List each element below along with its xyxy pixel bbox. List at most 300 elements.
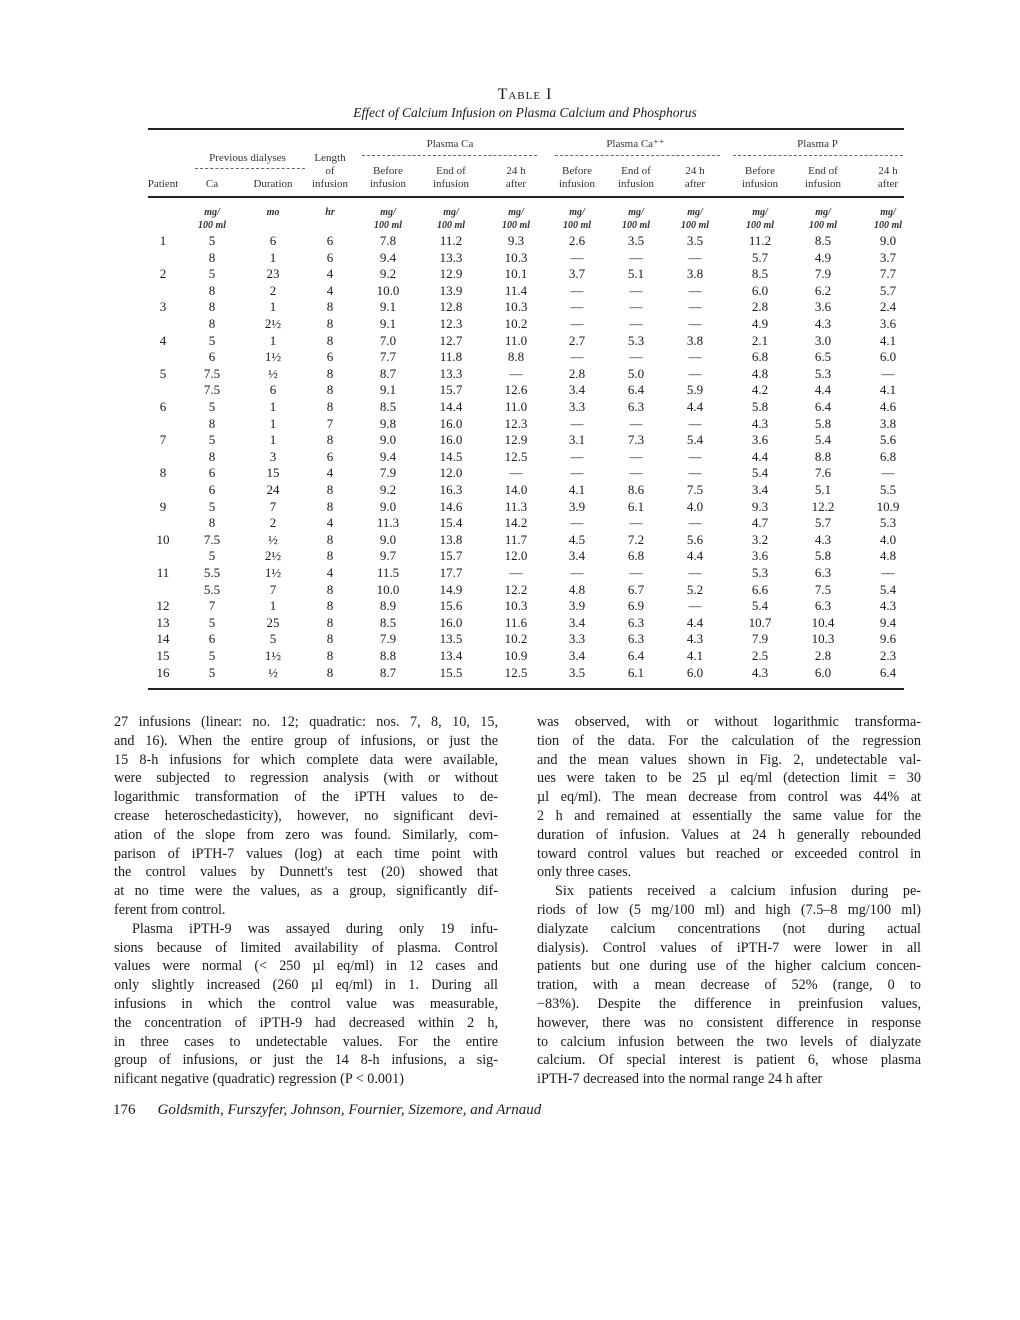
table-cell: 4.5 xyxy=(568,531,586,547)
group-header-plasma-ca: Plasma Ca xyxy=(426,138,474,150)
table-cell: 12.2 xyxy=(504,581,528,597)
paragraph xyxy=(114,920,498,1089)
table-cell: 7 xyxy=(326,415,334,431)
table-cell: 3.4 xyxy=(568,614,586,630)
table-cell: 3.9 xyxy=(568,498,586,514)
table-cell: — xyxy=(688,448,702,464)
table-cell: 4.9 xyxy=(814,249,832,265)
table-cell: 17.7 xyxy=(439,565,463,580)
table-cell: 10.4 xyxy=(811,614,835,630)
table-cell: 9.8 xyxy=(379,415,397,431)
table-cell: 1 xyxy=(269,598,277,614)
table-cell: 9.1 xyxy=(379,316,397,331)
table-cell: 6 xyxy=(326,448,334,464)
text-line: 27 infusions (linear: no. 12; quadratic: nos. 7, 8, 10, 15, xyxy=(114,714,498,730)
table-cell: 6 xyxy=(208,631,216,647)
table-cell: 3.4 xyxy=(568,648,586,663)
table-cell: 6.4 xyxy=(814,399,832,414)
table-cell: 6.3 xyxy=(627,399,645,414)
table-cell: 6.4 xyxy=(627,382,645,398)
table-cell: 11.3 xyxy=(504,498,528,514)
table-cell: 11.0 xyxy=(504,399,528,414)
table-cell: 9.1 xyxy=(379,299,397,315)
table-bottom-rule xyxy=(148,688,904,690)
table-cell: 4 xyxy=(159,332,167,348)
text-line: the control values by Dunnett's test (20) showed that xyxy=(114,864,498,881)
table-cell: 7.3 xyxy=(627,432,645,448)
table-cell: 6.2 xyxy=(814,282,832,298)
table-cell: 3.8 xyxy=(686,266,704,282)
table-cell: 14.2 xyxy=(504,515,528,531)
table-cell: 4 xyxy=(326,465,334,481)
unit-label: mg/ 100 ml xyxy=(373,207,403,231)
table-cell: — xyxy=(509,565,523,580)
text-line: dialyzate calcium concentrations (not during actual xyxy=(537,920,921,937)
table-cell: 10.9 xyxy=(504,648,528,663)
column-header: Before infusion xyxy=(369,165,407,190)
table-cell: — xyxy=(629,515,643,531)
table-cell: 16.3 xyxy=(439,482,463,497)
table-cell: 3.8 xyxy=(879,415,897,431)
table-cell: 9.4 xyxy=(379,249,397,265)
table-cell: 1½ xyxy=(264,565,282,580)
table-cell: 8.8 xyxy=(379,648,397,663)
table-cell: 6.3 xyxy=(814,565,832,580)
table-cell: 8 xyxy=(326,664,334,680)
table-cell: 4.3 xyxy=(751,664,769,680)
table-cell: 10.1 xyxy=(504,266,528,282)
text-line: at no time were the values, as a group, significantly dif- xyxy=(114,883,498,900)
table-cell: 2.6 xyxy=(568,233,586,248)
table-cell: 8 xyxy=(326,631,334,647)
unit-label: mg/ 100 ml xyxy=(436,207,466,231)
text-line: were subjected to regression analysis (with or without xyxy=(114,770,498,787)
table-cell: — xyxy=(688,282,702,298)
unit-label: mg/ 100 ml xyxy=(745,207,775,231)
table-cell: 11.3 xyxy=(376,515,400,531)
table-cell: 8 xyxy=(208,282,216,298)
table-cell: 5.0 xyxy=(627,365,645,381)
table-cell: 8 xyxy=(208,515,216,531)
table-cell: 8 xyxy=(326,531,334,547)
table-cell: 12.6 xyxy=(504,382,528,398)
table-cell: 6 xyxy=(208,465,216,481)
table-cell: 4 xyxy=(326,515,334,531)
table-cell: 3.6 xyxy=(814,299,832,315)
table-cell: 7.5 xyxy=(203,531,221,547)
table-cell: 15.5 xyxy=(439,664,463,680)
table-cell: 10.0 xyxy=(376,581,400,597)
text-line: parison of iPTH-7 values (log) at each time point with xyxy=(114,845,498,862)
group-rule xyxy=(733,155,903,156)
table-cell: 9.0 xyxy=(879,233,897,248)
table-cell: — xyxy=(570,515,584,531)
table-cell: 7.2 xyxy=(627,531,645,547)
text-line: crease heteroschedasticity), however, no significant devi- xyxy=(114,807,498,824)
column-header: Before infusion xyxy=(558,165,596,190)
table-cell: — xyxy=(688,349,702,365)
table-cell: 12.0 xyxy=(504,548,528,564)
table-cell: — xyxy=(688,415,702,431)
table-cell: 4.3 xyxy=(751,415,769,431)
running-authors: Goldsmith, Furszyfer, Johnson, Fournier, Sizemore, and Arnaud xyxy=(157,1102,542,1118)
table-cell: 5.7 xyxy=(814,515,832,531)
table-cell: — xyxy=(570,316,584,331)
table-cell: 2.4 xyxy=(879,299,897,315)
table-cell: 4.4 xyxy=(686,614,704,630)
table-cell: 5 xyxy=(208,399,216,414)
group-header-plasma-p: Plasma P xyxy=(797,138,838,150)
table-cell: 8.5 xyxy=(379,399,397,414)
table-cell: 5 xyxy=(208,332,216,348)
table-cell: — xyxy=(570,282,584,298)
table-cell: 15 xyxy=(156,648,170,663)
text-line: dialysis). Control values of iPTH-7 were lower in all xyxy=(537,939,921,956)
table-cell: — xyxy=(688,515,702,531)
table-cell: 10.7 xyxy=(748,614,772,630)
table-cell: 6 xyxy=(208,349,216,365)
table-cell: 2½ xyxy=(264,548,282,564)
table-cell: 4.4 xyxy=(686,548,704,564)
table-title: Effect of Calcium Infusion on Plasma Calcium and Phosphorus xyxy=(353,105,697,120)
text-line: tion of the data. For the calculation of the regression xyxy=(537,732,921,749)
table-cell: 4.1 xyxy=(879,332,897,348)
table-cell: 10.3 xyxy=(811,631,835,647)
table-cell: 7.9 xyxy=(379,631,397,647)
table-cell: 13.3 xyxy=(439,249,463,265)
table-cell: 4.0 xyxy=(879,531,897,547)
table-cell: 12.3 xyxy=(504,415,528,431)
table-cell: — xyxy=(570,465,584,481)
table-cell: 6.3 xyxy=(814,598,832,614)
table-cell: 4 xyxy=(326,266,334,282)
table-cell: 4.2 xyxy=(751,382,769,398)
paragraph xyxy=(537,713,921,882)
text-line: however, there was no consistent difference in response xyxy=(537,1014,921,1031)
column-header: End of infusion xyxy=(432,165,470,190)
text-line: tration, with a mean decrease of 52% (range, 0 to xyxy=(537,977,921,994)
text-line: ues were taken to be 25 µl eq/ml (detection limit = 30 xyxy=(537,770,921,787)
table-cell: 25 xyxy=(266,614,280,630)
table-cell: 1 xyxy=(269,249,277,265)
table-cell: 5.1 xyxy=(814,482,832,497)
table-cell: 7.9 xyxy=(379,465,397,481)
table-cell: — xyxy=(688,465,702,481)
table-cell: 8 xyxy=(208,299,216,315)
table-cell: 5.3 xyxy=(627,332,645,348)
table-cell: 4.7 xyxy=(751,515,769,531)
table-cell: 9.1 xyxy=(379,382,397,398)
table-cell: 12.9 xyxy=(439,266,463,282)
table-cell: 3.6 xyxy=(879,316,897,331)
table-cell: 2.8 xyxy=(568,365,586,381)
table-cell: 6.4 xyxy=(879,664,897,680)
table-cell: 10.2 xyxy=(504,316,528,331)
table-cell: — xyxy=(881,465,895,481)
table-cell: — xyxy=(688,365,702,381)
table-cell: 2.7 xyxy=(568,332,586,348)
table-cell: 3.8 xyxy=(686,332,704,348)
table-label: Table I xyxy=(497,86,553,103)
table-cell: 5.3 xyxy=(879,515,897,531)
table-top-rule xyxy=(148,128,904,130)
unit-label: mg/ 100 ml xyxy=(680,207,710,231)
table-cell: 12.9 xyxy=(504,432,528,448)
table-cell: 11.2 xyxy=(748,233,772,248)
body-right-column xyxy=(537,713,921,1089)
table-cell: 10 xyxy=(156,531,170,547)
table-cell: 5.4 xyxy=(686,432,704,448)
table-cell: 5.3 xyxy=(751,565,769,580)
table-cell: 16.0 xyxy=(439,614,463,630)
table-cell: 7.7 xyxy=(879,266,897,282)
table-cell: 10.3 xyxy=(504,299,528,315)
table-cell: — xyxy=(629,448,643,464)
table-cell: 4 xyxy=(326,282,334,298)
table-cell: 4.1 xyxy=(686,648,704,663)
table-cell: 9.3 xyxy=(507,233,525,248)
table-cell: 14.0 xyxy=(504,482,528,497)
table-cell: 1½ xyxy=(264,349,282,365)
table-cell: 11.6 xyxy=(504,614,528,630)
table-cell: — xyxy=(509,365,523,381)
table-cell: — xyxy=(570,249,584,265)
table-cell: 3.4 xyxy=(568,548,586,564)
table-cell: 8 xyxy=(326,498,334,514)
unit-label: mg/ 100 ml xyxy=(562,207,592,231)
text-line: Six patients received a calcium infusion during pe- xyxy=(555,883,921,900)
group-rule xyxy=(362,155,537,156)
table-cell: 11.7 xyxy=(504,531,528,547)
table-cell: — xyxy=(629,299,643,315)
table-cell: 8 xyxy=(326,316,334,331)
group-header-plasma-ca-ion: Plasma Ca⁺⁺ xyxy=(606,138,665,150)
table-cell: 2.8 xyxy=(814,648,832,663)
table-cell: 4.4 xyxy=(751,448,769,464)
table-cell: 12.5 xyxy=(504,664,528,680)
table-cell: — xyxy=(629,465,643,481)
table-cell: 23 xyxy=(266,266,280,282)
group-rule xyxy=(195,168,305,169)
text-line: and the mean values shown in Fig. 2, undetectable val- xyxy=(537,751,921,768)
table-cell: 6.8 xyxy=(751,349,769,365)
table-cell: 1½ xyxy=(264,648,282,663)
table-cell: 5.8 xyxy=(814,415,832,431)
table-cell: 7.5 xyxy=(203,365,221,381)
table-cell: 8 xyxy=(208,448,216,464)
table-cell: 6.0 xyxy=(879,349,897,365)
table-cell: 3.0 xyxy=(814,332,832,348)
table-cell: 3.3 xyxy=(568,399,586,414)
table-cell: 4.3 xyxy=(814,531,832,547)
text-line: iPTH-7 decreased into the normal range 24 h after xyxy=(537,1071,823,1088)
group-header-previous-dialyses: Previous dialyses xyxy=(209,152,286,164)
table-cell: 4.3 xyxy=(879,598,897,614)
table-cell: 6 xyxy=(269,233,277,248)
text-line: only three cases. xyxy=(537,864,632,881)
unit-label: mg/ 100 ml xyxy=(501,207,531,231)
text-line: and 16). When the entire group of infusions, or just the xyxy=(114,732,498,749)
group-rule xyxy=(555,155,720,156)
table-cell: 4.4 xyxy=(814,382,832,398)
column-header: Length of infusion xyxy=(311,152,349,190)
table-cell: 9.0 xyxy=(379,432,397,448)
table-cell: 3.2 xyxy=(751,531,769,547)
table-cell: 5.8 xyxy=(814,548,832,564)
table-cell: 3.5 xyxy=(627,233,645,248)
text-line: calcium. Of special interest is patient 6, whose plasma xyxy=(537,1052,921,1069)
table-cell: 4.8 xyxy=(751,365,769,381)
table-cell: 5.2 xyxy=(686,581,704,597)
table-cell: 2.3 xyxy=(879,648,897,663)
table-cell: 14.4 xyxy=(439,399,463,414)
table-cell: 4.6 xyxy=(879,399,897,414)
table-cell: 8.5 xyxy=(814,233,832,248)
table-cell: ½ xyxy=(268,531,278,547)
table-cell: 16.0 xyxy=(439,415,463,431)
table-cell: 8 xyxy=(326,332,334,348)
column-header: 24 h after xyxy=(505,165,527,190)
table-cell: — xyxy=(570,299,584,315)
table-cell: 8 xyxy=(326,365,334,381)
paragraph xyxy=(114,713,498,920)
text-line: only slightly increased (260 µl eq/ml) in 1. During all xyxy=(114,977,498,994)
table-cell: 3.6 xyxy=(751,432,769,448)
table-cell: 9.0 xyxy=(379,531,397,547)
table-cell: 13.9 xyxy=(439,282,463,298)
table-cell: 2 xyxy=(269,282,277,298)
table-cell: — xyxy=(881,365,895,381)
table-cell: 7 xyxy=(269,498,277,514)
table-cell: ½ xyxy=(268,664,278,680)
table-cell: 8 xyxy=(208,316,216,331)
table-cell: 15.4 xyxy=(439,515,463,531)
table-cell: 7.8 xyxy=(379,233,397,248)
table-cell: 7.9 xyxy=(814,266,832,282)
text-line: was observed, with or without logarithmic transforma- xyxy=(537,714,921,730)
table-cell: 13.5 xyxy=(439,631,463,647)
table-cell: 9.2 xyxy=(379,482,397,497)
table-cell: 3.4 xyxy=(568,382,586,398)
table-cell: 12.3 xyxy=(439,316,463,331)
text-line: in three cases to undetectable values. For the entire xyxy=(114,1033,498,1050)
table-cell: 8 xyxy=(159,465,167,481)
table-cell: 7 xyxy=(159,432,167,448)
table-cell: 8 xyxy=(326,432,334,448)
table-cell: 2.1 xyxy=(751,332,769,348)
table-cell: — xyxy=(629,249,643,265)
table-cell: 13.3 xyxy=(439,365,463,381)
table-cell: 7.7 xyxy=(379,349,397,365)
table-cell: 8 xyxy=(326,382,334,398)
table-cell: 9.2 xyxy=(379,266,397,282)
table-cell: 5.5 xyxy=(879,482,897,497)
table-cell: 12.8 xyxy=(439,299,463,315)
table-cell: 7.9 xyxy=(751,631,769,647)
table-cell: 15 xyxy=(266,465,280,481)
text-line: logarithmic transformation of the iPTH values to de- xyxy=(114,789,498,806)
table-cell: 24 xyxy=(266,482,280,497)
table-cell: 3.6 xyxy=(751,548,769,564)
text-line: nificant negative (quadratic) regression (P < 0.001) xyxy=(114,1071,404,1088)
table-cell: 5 xyxy=(208,432,216,448)
table-cell: — xyxy=(570,415,584,431)
table-cell: 6.3 xyxy=(627,631,645,647)
text-line: −83%). Despite the difference in preinfusion values, xyxy=(537,995,921,1012)
unit-label: mg/ 100 ml xyxy=(873,207,903,231)
table-cell: 9.6 xyxy=(879,631,897,647)
table-cell: 1 xyxy=(159,233,167,248)
table-cell: 6.7 xyxy=(627,581,645,597)
column-header: 24 h after xyxy=(684,165,706,190)
table-header-rule xyxy=(148,196,904,198)
table-cell: 5 xyxy=(208,266,216,282)
table-cell: 8 xyxy=(326,614,334,630)
table-cell: 2½ xyxy=(264,316,282,331)
table-cell: 9.7 xyxy=(379,548,397,564)
table-cell: 5 xyxy=(208,648,216,663)
table-cell: 5.4 xyxy=(879,581,897,597)
text-line: values were normal (< 250 µl eq/ml) in 12 cases and xyxy=(114,958,498,975)
table-cell: 12 xyxy=(156,598,170,614)
table-cell: 11 xyxy=(156,565,170,580)
table-cell: 14 xyxy=(156,631,170,647)
table-cell: 12.2 xyxy=(811,498,835,514)
table-cell: 6.8 xyxy=(627,548,645,564)
text-line: Plasma iPTH-9 was assayed during only 19 infu- xyxy=(132,920,498,937)
text-line: 2 h and remained at essentially the same value for the xyxy=(537,807,921,824)
table-cell: 4.1 xyxy=(879,382,897,398)
table-cell: 8.7 xyxy=(379,365,397,381)
table-cell: 7 xyxy=(269,581,277,597)
table-cell: 7.6 xyxy=(814,465,832,481)
table-cell: 9.0 xyxy=(379,498,397,514)
table-cell: 13.8 xyxy=(439,531,463,547)
table-cell: 5 xyxy=(159,365,167,381)
text-line: duration of infusion. Values at 24 h generally rebounded xyxy=(537,826,921,843)
table-cell: 8.9 xyxy=(379,598,397,614)
table-cell: 8 xyxy=(208,249,216,265)
unit-label: mo xyxy=(266,207,280,218)
table-cell: 5.6 xyxy=(879,432,897,448)
table-cell: 8.6 xyxy=(627,482,645,497)
table-cell: 5 xyxy=(208,614,216,630)
table-cell: 1 xyxy=(269,415,277,431)
table-cell: 6 xyxy=(269,382,277,398)
table-cell: 6.9 xyxy=(627,598,645,614)
table-cell: 2.8 xyxy=(751,299,769,315)
table-cell: 5.4 xyxy=(751,465,769,481)
table-cell: 7.5 xyxy=(814,581,832,597)
table-cell: 12.5 xyxy=(504,448,528,464)
text-line: to calcium infusion between the two levels of dialyzate xyxy=(537,1033,921,1050)
table-cell: 6.1 xyxy=(627,664,645,680)
table-cell: 6.3 xyxy=(627,614,645,630)
table-cell: 3.1 xyxy=(568,432,586,448)
table-cell: 9.3 xyxy=(751,498,769,514)
table-cell: 15.7 xyxy=(439,548,463,564)
table-cell: 1 xyxy=(269,432,277,448)
table-cell: 5.5 xyxy=(203,565,221,580)
table-cell: 13.4 xyxy=(439,648,463,663)
table-cell: 5.9 xyxy=(686,382,704,398)
table-cell: 5.6 xyxy=(686,531,704,547)
column-header: End of infusion xyxy=(804,165,842,190)
table-cell: 7.0 xyxy=(379,332,397,348)
table-cell: 8 xyxy=(208,415,216,431)
table-cell: — xyxy=(570,448,584,464)
column-header: Before infusion xyxy=(741,165,779,190)
